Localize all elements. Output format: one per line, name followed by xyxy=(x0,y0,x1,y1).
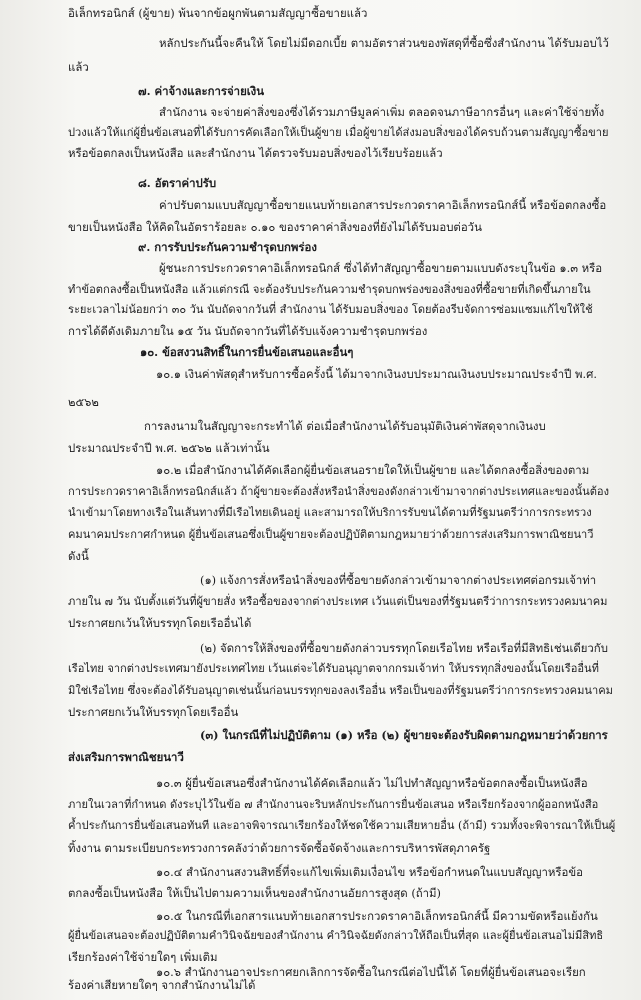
text-line: ค่าปรับตามแบบสัญญาซื้อขายแนบท้ายเอกสารประกวดราคาอิเล็กทรอนิกส์นี้ หรือข้อตกลงซื้อ xyxy=(159,198,607,213)
text-line: เรือไทย จากต่างประเทศมายังประเทศไทย เว้นแต่จะได้รับอนุญาตจากกรมเจ้าท่า ให้บรรทุกสิ่งของนั้นโดยเรืออื่นที่ xyxy=(68,662,599,676)
text-line: ๑๐.๒ เมื่อสำนักงานได้คัดเลือกผู้ยื่นข้อเสนอรายใดให้เป็นผู้ขาย และได้ตกลงซื้อสิ่งของตาม xyxy=(156,463,590,478)
text-line: ผู้ชนะการประกวดราคาอิเล็กทรอนิกส์ ซึ่งได้ทำสัญญาซื้อขายตามแบบดังระบุในข้อ ๑.๓ หรือ xyxy=(159,261,603,276)
text-line: ๑๐.๓ ผู้ยื่นข้อเสนอซึ่งสำนักงานได้คัดเลือกแล้ว ไม่ไปทำสัญญาหรือข้อตกลงซื้อเป็นหนังสือ xyxy=(156,776,588,791)
text-line: ทำข้อตกลงซื้อเป็นหนังสือ แล้วแต่กรณี จะต้องรับประกันความชำรุดบกพร่องของสิ่งของที่ซื้อขายที่เกิดขึ้นภายใน xyxy=(68,282,591,296)
text-line: ภายในเวลาที่กำหนด ดังระบุไว้ในข้อ ๗ สำนักงานจะริบหลักประกันการยื่นข้อเสนอ หรือเรียกร้องจากผู้ออกหนังสือ xyxy=(68,797,599,811)
text-line: นำเข้ามาโดยทางเรือในเส้นทางที่มีเรือไทยเดินอยู่ และสามารถให้บริการรับขนได้ตามที่รัฐมนตรีว่าการกระทรวง xyxy=(68,506,592,520)
text-line: ดังนี้ xyxy=(68,549,89,564)
text-line: การลงนามในสัญญาจะกระทำได้ ต่อเมื่อสำนักงานได้รับอนุมัติเงินค่าพัสดุจากเงินงบ xyxy=(144,419,546,434)
text-line: ประกาศยกเว้นให้บรรทุกโดยเรืออื่น xyxy=(68,705,239,720)
text-line: เรียกร้องค่าใช้จ่ายใดๆ เพิ่มเติม xyxy=(68,949,218,964)
text-line: ประมาณประจำปี พ.ศ. ๒๕๖๒ แล้วเท่านั้น xyxy=(68,440,270,455)
section-heading: ๘. อัตราค่าปรับ xyxy=(138,175,217,190)
text-line: ระยะเวลาไม่น้อยกว่า ๓๐ วัน นับถัดจากวันที่ สำนักงาน ได้รับมอบสิ่งของ โดยต้องรีบจัดการซ่อมแซมแก้ไขให้ใช้ xyxy=(68,303,593,317)
text-line: แล้ว xyxy=(68,59,89,74)
text-line: ๒๕๖๒ xyxy=(68,394,99,409)
text-line: การได้ดีดังเดิมภายใน ๑๕ วัน นับถัดจากวันที่ได้รับแจ้งความชำรุดบกพร่อง xyxy=(68,323,428,338)
text-line: คมนาคมประกาศกำหนด ผู้ยื่นข้อเสนอซึ่งเป็นผู้ขายจะต้องปฏิบัติตามกฎหมายว่าด้วยการส่งเสริมการพาณิชยนาวี xyxy=(68,527,594,541)
text-line: ทิ้งงาน ตามระเบียบกระทรวงการคลังว่าด้วยการจัดซื้อจัดจ้างและการบริหารพัสดุภาครัฐ xyxy=(68,840,491,855)
text-line: ค้ำประกันการยื่นข้อเสนอทันที และอาจพิจารณาเรียกร้องให้ชดใช้ความเสียหายอื่น (ถ้ามี) รวมทั้งจะพิจารณาให้เป็นผู้ xyxy=(68,819,616,833)
text-line: ๑๐.๕ ในกรณีที่เอกสารแนบท้ายเอกสารประกวดราคาอิเล็กทรอนิกส์นี้ มีความขัดหรือแย้งกัน xyxy=(156,908,598,923)
text-line: ตกลงซื้อเป็นหนังสือ ให้เป็นไปตามความเห็นของสำนักงานอัยการสูงสุด (ถ้ามี) xyxy=(68,886,442,901)
text-line: (๒) จัดการให้สิ่งของที่ซื้อขายดังกล่าวบรรทุกโดยเรือไทย หรือเรือที่มีสิทธิเช่นเดียวกับ xyxy=(200,640,608,655)
text-line: (๓) ในกรณีที่ไม่ปฏิบัติตาม (๑) หรือ (๒) ผู้ขายจะต้องรับผิดตามกฎหมายว่าด้วยการ xyxy=(200,728,608,743)
text-line: ๑๐.๑ เงินค่าพัสดุสำหรับการซื้อครั้งนี้ ได้มาจากเงินงบประมาณเงินงบประมาณประจำปี พ.ศ. xyxy=(156,366,597,381)
text-line: (๑) แจ้งการสั่งหรือนำสิ่งของที่ซื้อขายดังกล่าวเข้ามาจากต่างประเทศต่อกรมเจ้าท่า xyxy=(200,573,597,588)
text-line: ประกาศยกเว้นให้บรรทุกโดยเรืออื่นได้ xyxy=(68,616,252,631)
text-line: ภายใน ๗ วัน นับตั้งแต่วันที่ผู้ขายสั่ง หรือซื้อของจากต่างประเทศ เว้นแต่เป็นของที่รัฐมนตรีว่าการกระทรวงคมนาคม xyxy=(68,594,608,608)
text-line: ๑๐.๔ สำนักงานสงวนสิทธิ์ที่จะแก้ไขเพิ่มเติมเงื่อนไข หรือข้อกำหนดในแบบสัญญาหรือข้อ xyxy=(156,864,583,879)
text-line: อิเล็กทรอนิกส์ (ผู้ขาย) พ้นจากข้อผูกพันตามสัญญาซื้อขายแล้ว xyxy=(68,6,368,20)
text-line: ส่งเสริมการพาณิชยนาวี xyxy=(68,749,184,764)
text-line: หรือข้อตกลงเป็นหนังสือ และสำนักงาน ได้ตรวจรับมอบสิ่งของไว้เรียบร้อยแล้ว xyxy=(68,146,443,161)
text-line: ๑๐.๖ สำนักงานอาจประกาศยกเลิกการจัดซื้อในกรณีต่อไปนี้ได้ โดยที่ผู้ยื่นข้อเสนอจะเรียก xyxy=(156,965,586,980)
text-line: ร้องค่าเสียหายใดๆ จากสำนักงานไม่ได้ xyxy=(68,978,256,992)
text-line: หลักประกันนี้จะคืนให้ โดยไม่มีดอกเบี้ย ตามอัตราส่วนของพัสดุที่ซื้อซึ่งสำนักงาน ได้รับมอบไว้ xyxy=(159,36,609,51)
text-line: สำนักงาน จะจ่ายค่าสิ่งของซึ่งได้รวมภาษีมูลค่าเพิ่ม ตลอดจนภาษีอากรอื่นๆ และค่าใช้จ่ายทั้ง xyxy=(159,105,605,120)
text-line: มิใช่เรือไทย ซึ่งจะต้องได้รับอนุญาตเช่นนั้นก่อนบรรทุกของลงเรืออื่น หรือเป็นของที่รัฐมนตรีว่าการกระทรวงคมนาคม xyxy=(68,683,613,697)
text-line: ผู้ยื่นข้อเสนอจะต้องปฏิบัติตามคำวินิจฉัยของสำนักงาน คำวินิจฉัยดังกล่าวให้ถือเป็นที่สุด และผู้ยื่นข้อเสนอไม่มีสิทธิ xyxy=(68,929,604,943)
section-heading: ๙. การรับประกันความชำรุดบกพร่อง xyxy=(138,239,317,254)
section-heading: ๑๐. ข้อสงวนสิทธิ์ในการยื่นข้อเสนอและอื่นๆ xyxy=(140,345,354,360)
text-line: ปวงแล้วให้แก่ผู้ยื่นข้อเสนอที่ได้รับการคัดเลือกให้เป็นผู้ขาย เมื่อผู้ขายได้ส่งมอบสิ่งของได้ครบถ้วนตามสัญญาซื้อขาย xyxy=(68,125,609,139)
text-line: ขายเป็นหนังสือ ให้คิดในอัตราร้อยละ ๐.๑๐ ของราคาค่าสิ่งของที่ยังไม่ได้รับมอบต่อวัน xyxy=(68,219,482,234)
section-heading: ๗. ค่าจ้างและการจ่ายเงิน xyxy=(138,83,264,98)
text-line: การประกวดราคาอิเล็กทรอนิกส์แล้ว ถ้าผู้ขายจะต้องสั่งหรือนำสิ่งของดังกล่าวเข้ามาจากต่างประเทศและของนั้นต้อง xyxy=(68,484,609,498)
